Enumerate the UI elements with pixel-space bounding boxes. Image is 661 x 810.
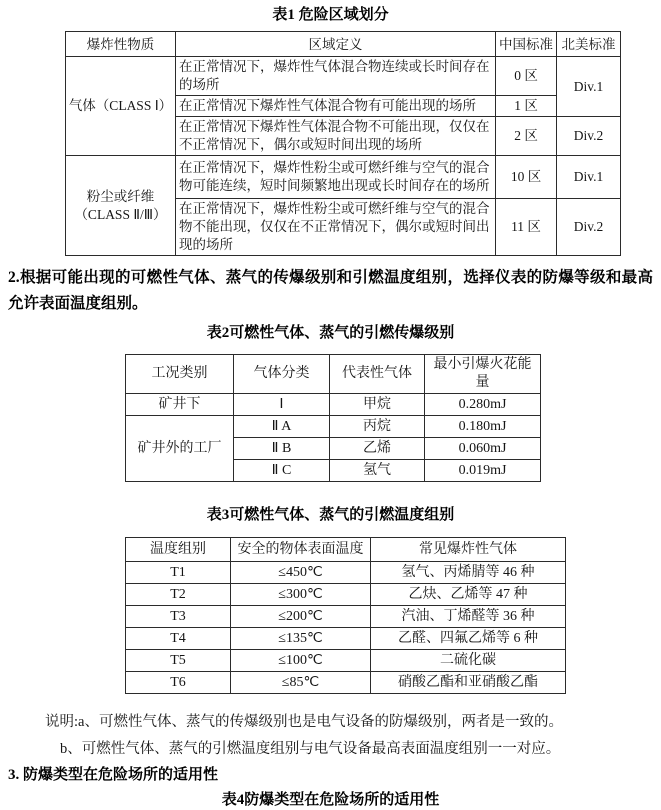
table2-header-row <box>126 355 541 394</box>
table2-header-min-energy: 最小引爆火花能量 <box>425 355 541 394</box>
table1-header-definition: 区域定义 <box>176 32 496 57</box>
table2-cell-condition: 矿井下 <box>126 394 234 416</box>
table3-row-t5 <box>126 650 566 672</box>
table1-cell-definition: 在正常情况下，爆炸性粉尘或可燃纤维与空气的混合物不能出现，仅仅在不正常情况下，偶尔或短时间出现的场所 <box>176 199 496 256</box>
table3-cell-surface-temp: ≤100℃ <box>231 650 371 672</box>
table1-header-na-standard: 北美标准 <box>557 32 621 57</box>
table3-cell-surface-temp: ≤200℃ <box>231 606 371 628</box>
table1-cell-dust-group: 粉尘或纤维 （CLASS Ⅱ/Ⅲ） <box>66 156 176 256</box>
table1-row-zone0 <box>66 57 621 96</box>
table3-header-surface-temp: 安全的物体表面温度 <box>231 538 371 562</box>
table3-title: 表3可燃性气体、蒸气的引燃温度组别 <box>206 507 455 523</box>
table1-cell-na-division: Div.1 <box>557 57 621 117</box>
table2-cell-representative: 氢气 <box>330 460 425 482</box>
table1-hazard-zone-table <box>65 31 621 256</box>
table2-cell-gas-class: Ⅱ A <box>234 416 330 438</box>
table3-cell-gases: 氢气、丙烯腈等 46 种 <box>371 562 566 584</box>
table2-cell-gas-class: Ⅱ B <box>234 438 330 460</box>
table3-cell-surface-temp: ≤135℃ <box>231 628 371 650</box>
table2-cell-representative: 丙烷 <box>330 416 425 438</box>
table3-header-gases: 常见爆炸性气体 <box>371 538 566 562</box>
table3-cell-group: T2 <box>126 584 231 606</box>
table3-cell-surface-temp: ≤450℃ <box>231 562 371 584</box>
table1-cell-cn-zone: 10 区 <box>496 156 557 199</box>
table1-header-cn-standard: 中国标准 <box>496 32 557 57</box>
table1-cell-na-division: Div.2 <box>557 117 621 156</box>
table3-row-t4 <box>126 628 566 650</box>
table1-cell-cn-zone: 2 区 <box>496 117 557 156</box>
table2-cell-factory-group: 矿井外的工厂 <box>126 416 234 482</box>
table3-cell-gases: 硝酸乙酯和亚硝酸乙酯 <box>371 672 566 694</box>
table1-cell-gas-group: 气体（CLASS Ⅰ） <box>66 57 176 156</box>
note-b: b、可燃性气体、蒸气的引燃温度组别与电气设备最高表面温度组别一一对应。 <box>60 741 561 757</box>
table4-title: 表4防爆类型在危险场所的适用性 <box>221 792 440 808</box>
table1-cell-cn-zone: 1 区 <box>496 96 557 117</box>
table2-header-representative: 代表性气体 <box>330 355 425 394</box>
table3-cell-gases: 汽油、丁烯醛等 36 种 <box>371 606 566 628</box>
table2-row-mine <box>126 394 541 416</box>
table1-row-zone10 <box>66 156 621 199</box>
table2-title: 表2可燃性气体、蒸气的引燃传爆级别 <box>206 325 455 341</box>
table3-row-t3 <box>126 606 566 628</box>
table2-header-gas-class: 气体分类 <box>234 355 330 394</box>
table1-cell-na-division: Div.2 <box>557 199 621 256</box>
table2-header-condition: 工况类别 <box>126 355 234 394</box>
table3-cell-gases: 二硫化碳 <box>371 650 566 672</box>
table2-cell-min-energy: 0.019mJ <box>425 460 541 482</box>
table2-cell-min-energy: 0.060mJ <box>425 438 541 460</box>
table2-cell-representative: 甲烷 <box>330 394 425 416</box>
document-page <box>0 6 661 808</box>
table3-row-t2 <box>126 584 566 606</box>
table3-row-t1 <box>126 562 566 584</box>
table2-row-iia <box>126 416 541 438</box>
table1-header-row <box>66 32 621 57</box>
table1-cell-definition: 在正常情况下，爆炸性气体混合物连续或长时间存在的场所 <box>176 57 496 96</box>
table1-cell-cn-zone: 11 区 <box>496 199 557 256</box>
table2-cell-min-energy: 0.180mJ <box>425 416 541 438</box>
table3-row-t6 <box>126 672 566 694</box>
table1-cell-na-division: Div.1 <box>557 156 621 199</box>
table1-cell-definition: 在正常情况下爆炸性气体混合物有可能出现的场所 <box>176 96 496 117</box>
table3-cell-group: T5 <box>126 650 231 672</box>
note-a: 说明:a、可燃性气体、蒸气的传爆级别也是电气设备的防爆级别，两者是一致的。 <box>45 714 563 730</box>
table3-cell-gases: 乙醛、四氟乙烯等 6 种 <box>371 628 566 650</box>
table1-cell-cn-zone: 0 区 <box>496 57 557 96</box>
table3-header-group: 温度组别 <box>126 538 231 562</box>
table3-temperature-group-table <box>125 537 566 694</box>
table3-cell-surface-temp: ≤300℃ <box>231 584 371 606</box>
table1-header-substance: 爆炸性物质 <box>66 32 176 57</box>
table2-cell-gas-class: Ⅰ <box>234 394 330 416</box>
table2-ignition-class-table <box>125 354 541 482</box>
table1-title: 表1 危险区域划分 <box>272 7 389 23</box>
table2-cell-representative: 乙烯 <box>330 438 425 460</box>
table3-cell-group: T1 <box>126 562 231 584</box>
table3-cell-gases: 乙炔、乙烯等 47 种 <box>371 584 566 606</box>
table2-cell-min-energy: 0.280mJ <box>425 394 541 416</box>
table1-cell-definition: 在正常情况下爆炸性气体混合物不可能出现，仅仅在不正常情况下，偶尔或短时间出现的场所 <box>176 117 496 156</box>
table1-cell-definition: 在正常情况下，爆炸性粉尘或可燃纤维与空气的混合物可能连续，短时间频繁地出现或长时间存在的场所 <box>176 156 496 199</box>
section3-heading: 3. 防爆类型在危险场所的适用性 <box>8 767 219 783</box>
table3-cell-group: T6 <box>126 672 231 694</box>
paragraph-item2: 2.根据可能出现的可燃性气体、蒸气的传爆级别和引燃温度组别，选择仪表的防爆等级和最高允许表面温度组别。 <box>8 269 653 312</box>
table3-cell-group: T4 <box>126 628 231 650</box>
table2-cell-gas-class: Ⅱ C <box>234 460 330 482</box>
table3-cell-group: T3 <box>126 606 231 628</box>
table3-cell-surface-temp: ≤85℃ <box>231 672 371 694</box>
table3-header-row <box>126 538 566 562</box>
